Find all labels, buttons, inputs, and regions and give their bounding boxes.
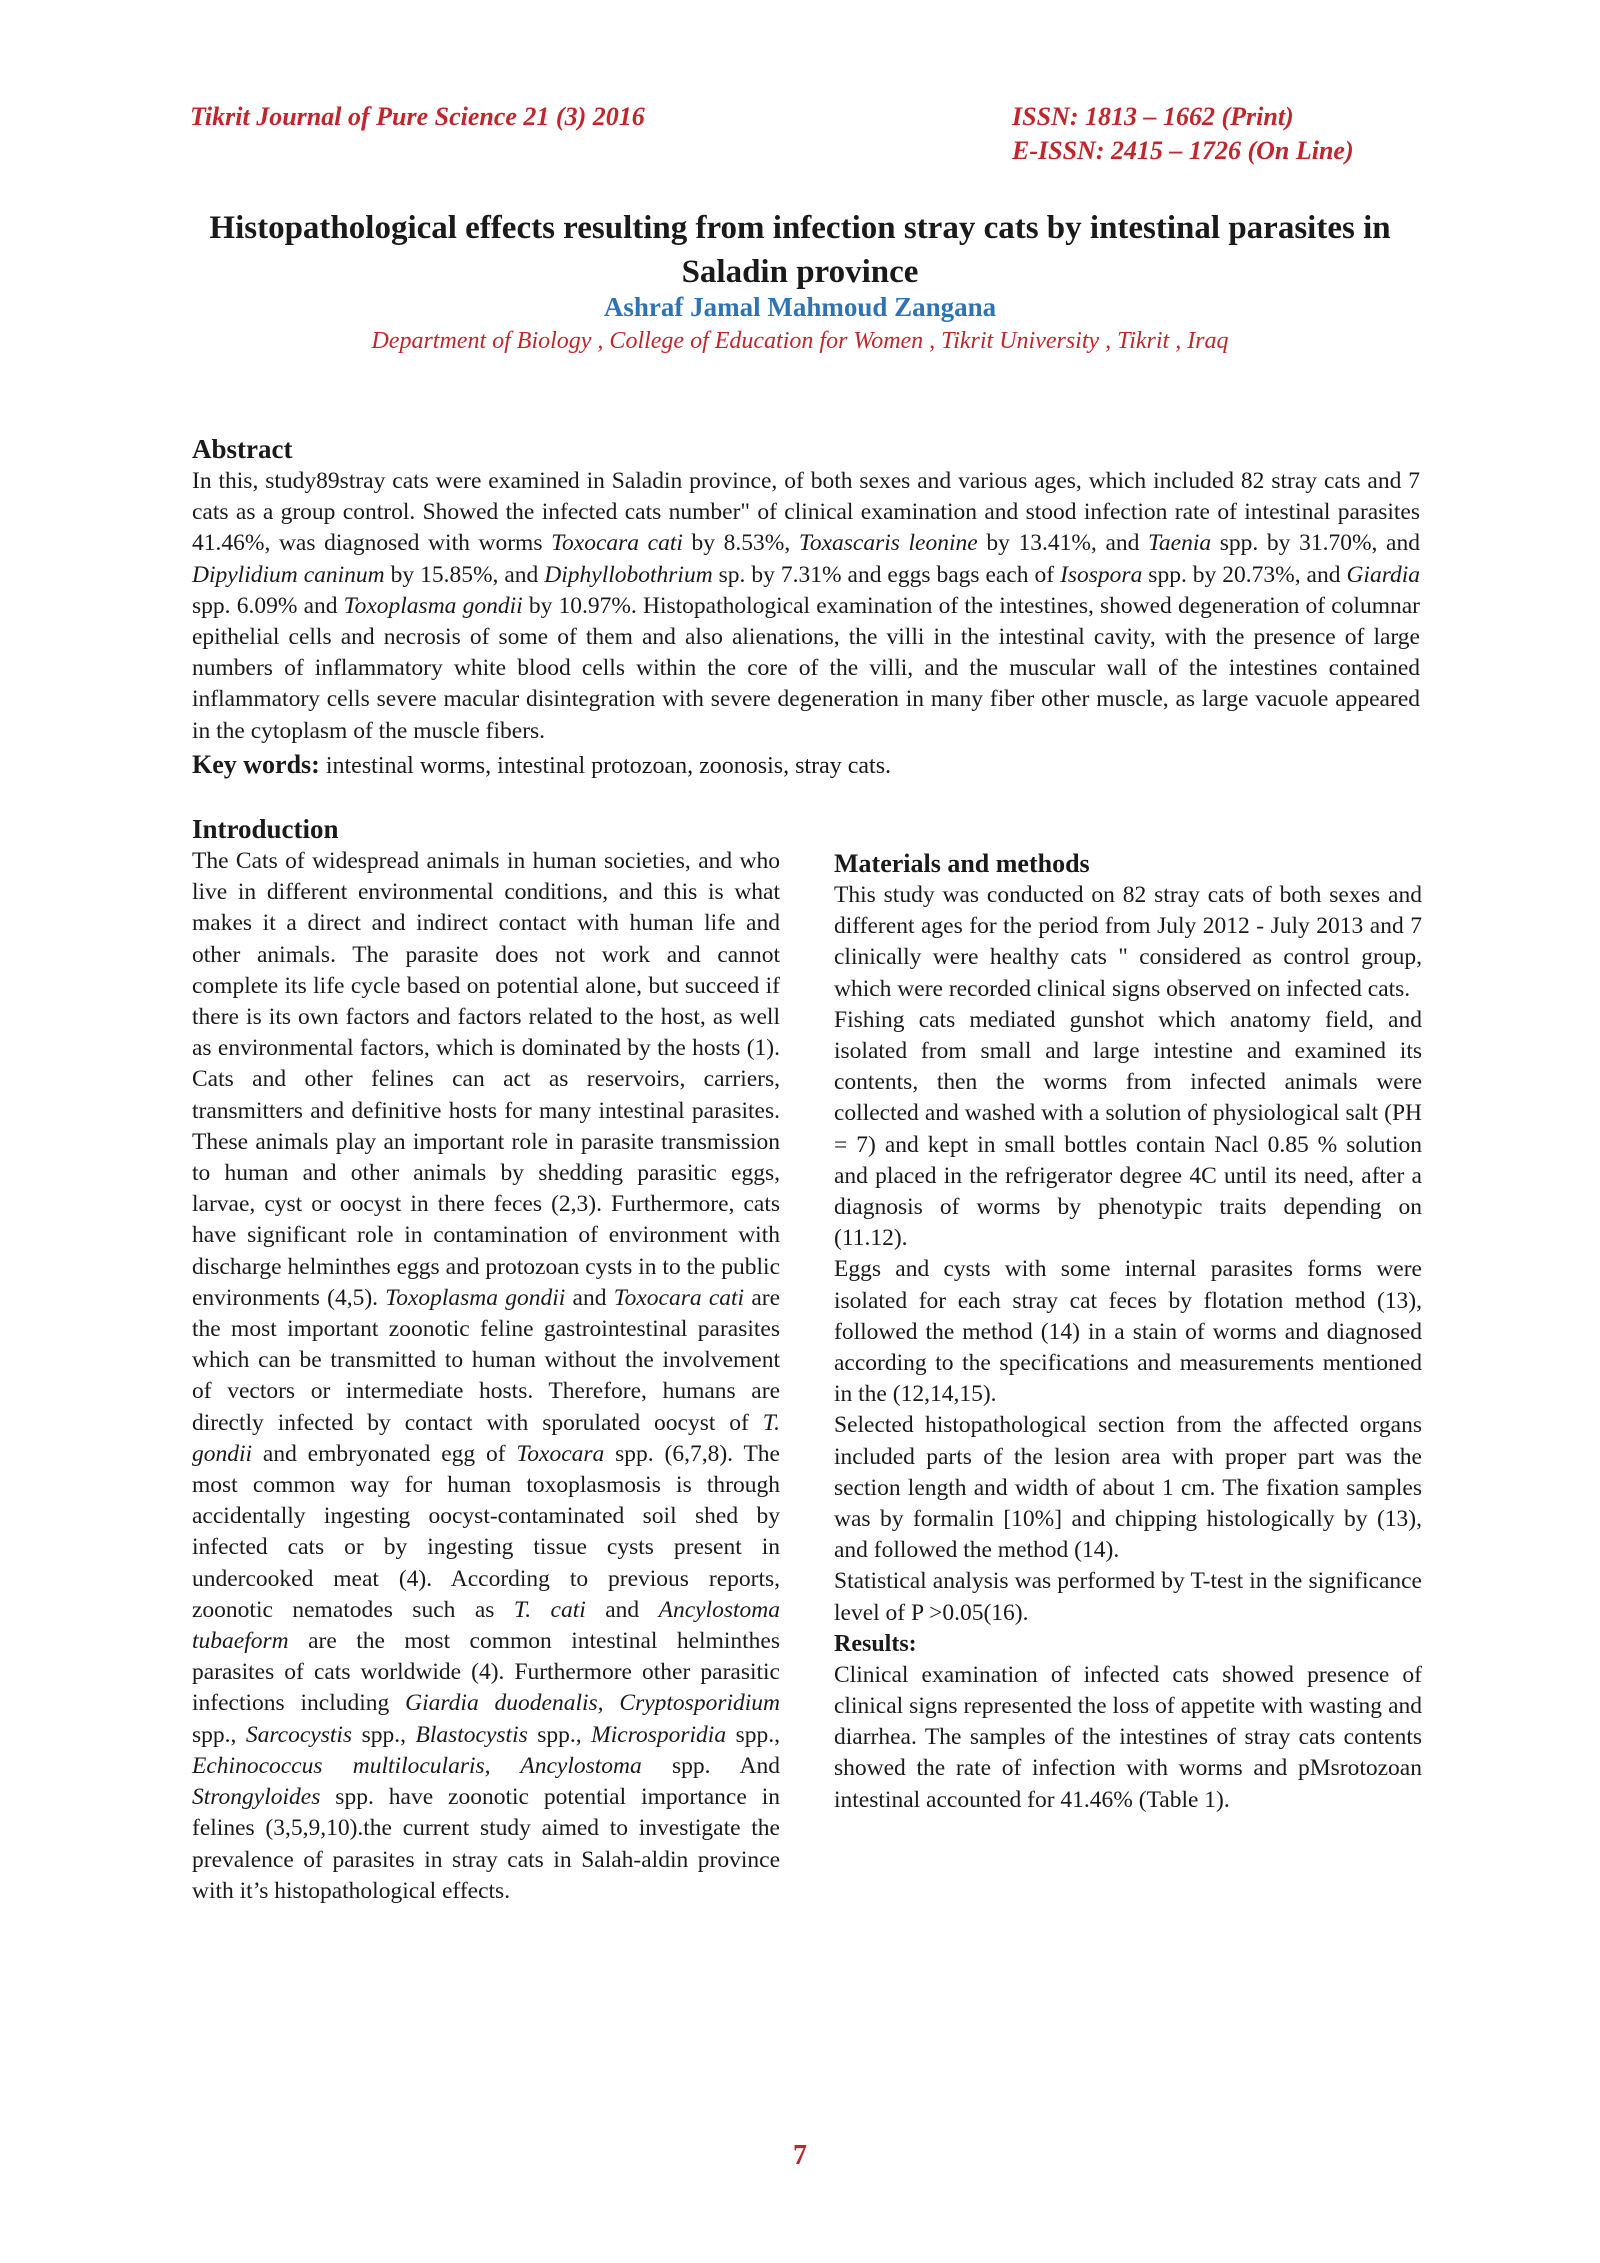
keywords-text: intestinal worms, intestinal protozoan, zoonosis, stray cats.	[319, 752, 892, 779]
author-affiliation: Department of Biology , College of Education for Women , Tikrit University , Tikrit , Iraq	[371, 328, 1229, 354]
results-heading: Results:	[834, 1630, 917, 1657]
methods-heading: Materials and methods	[834, 849, 1090, 878]
methods-paragraph-3: Eggs and cysts with some internal parasites forms were isolated for each stray cat feces by flotation method (13), followed the method (14) in a stain of worms and diagnosed according to the specifications and measurements mentioned in the (12,14,15).	[834, 1256, 1422, 1408]
methods-paragraph-5: Statistical analysis was performed by T-test in the significance level of P >0.05(16).	[834, 1568, 1422, 1626]
introduction-text: The Cats of widespread animals in human societies, and who live in different environmental conditions, and this is what makes it a direct and indirect contact with human life and other animals. The parasite does not work and cannot complete its life cycle based on potential alone, but succeed if there is its own factors and factors related to the host, as well as environmental factors, which is dominated by the hosts (1). Cats and other felines can act as reservoirs, carriers, transmitters and definitive hosts for many intestinal parasites. These animals play an important role in parasite transmission to human and other animals by shedding parasitic eggs, larvae, cyst or oocyst in there feces (2,3). Furthermore, cats have significant role in contamination of environment with discharge helminthes eggs and protozoan cysts in to the public environments (4,5). Toxoplasma gondii and Toxocara cati are the most important zoonotic feline gastrointestinal parasites which can be transmitted to human without the involvement of vectors or intermediate hosts. Therefore, humans are directly infected by contact with sporulated oocyst of T. gondii and embryonated egg of Toxocara spp. (6,7,8). The most common way for human toxoplasmosis is through accidentally ingesting oocyst-contaminated soil shed by infected cats or by ingesting tissue cysts present in undercooked meat (4). According to previous reports, zoonotic nematodes such as T. cati and Ancylostoma tubaeform are the most common intestinal helminthes parasites of cats worldwide (4). Furthermore other parasitic infections including Giardia duodenalis, Cryptosporidium spp., Sarcocystis spp., Blastocystis spp., Microsporidia spp., Echinococcus multilocularis, Ancylostoma spp. And Strongyloides spp. have zoonotic potential importance in felines (3,5,9,10).the current study aimed to investigate the prevalence of parasites in stray cats in Salah-aldin province with it’s histopathological effects.	[192, 848, 781, 1904]
journal-title: Tikrit Journal of Pure Science 21 (3) 2016	[190, 102, 645, 131]
abstract-heading: Abstract	[192, 434, 293, 464]
introduction-column	[192, 846, 780, 1907]
methods-results-column	[834, 848, 1422, 1816]
paper-title: Histopathological effects resulting from infection stray cats by intestinal parasites in Saladin province	[209, 210, 1391, 290]
keywords-label: Key words:	[192, 749, 320, 779]
page-number: 7	[793, 2140, 807, 2171]
methods-paragraph-1: This study was conducted on 82 stray cats of both sexes and different ages for the period from July 2012 - July 2013 and 7 clinically were healthy cats " considered as control group, which were recorded clinical signs observed on infected cats.	[834, 882, 1422, 1002]
abstract-text: In this, study89stray cats were examined in Saladin province, of both sexes and various ages, which included 82 stray cats and 7 cats as a group control. Showed the infected cats number" of clinical examination and stood infection rate of intestinal parasites 41.46%, was diagnosed with worms Toxocara cati by 8.53%, Toxascaris leonine by 13.41%, and Taenia spp. by 31.70%, and Dipylidium caninum by 15.85%, and Diphyllobothrium sp. by 7.31% and eggs bags each of Isospora spp. by 20.73%, and Giardia spp. 6.09% and Toxoplasma gondii by 10.97%. Histopathological examination of the intestines, showed degeneration of columnar epithelial cells and necrosis of some of them and also alienations, the villi in the intestinal cavity, with the presence of large numbers of inflammatory white blood cells within the core of the villi, and the muscular wall of the intestines contained inflammatory cells severe macular disintegration with severe degeneration in many fiber other muscle, as large vacuole appeared in the cytoplasm of the muscle fibers.	[192, 468, 1420, 744]
keywords-line	[192, 749, 1420, 782]
issn-online: E-ISSN: 2415 – 1726 (On Line)	[1012, 136, 1354, 165]
issn-block	[1012, 100, 1354, 168]
introduction-heading: Introduction	[192, 814, 339, 844]
author-name: Ashraf Jamal Mahmoud Zangana	[603, 292, 997, 322]
methods-paragraph-2: Fishing cats mediated gunshot which anatomy field, and isolated from small and large intestine and examined its contents, then the worms from infected animals were collected and washed with a solution of physiological salt (PH = 7) and kept in small bottles contain Nacl 0.85 % solution and placed in the refrigerator degree 4C until its need, after a diagnosis of worms by phenotypic traits depending on (11.12).	[834, 1006, 1422, 1252]
results-paragraph-1: Clinical examination of infected cats showed presence of clinical signs represented the loss of appetite with wasting and diarrhea. The samples of the intestines of stray cats contents showed the rate of infection with worms and pMsrotozoan intestinal accounted for 41.46% (Table 1).	[834, 1661, 1422, 1813]
methods-paragraph-4: Selected histopathological section from the affected organs included parts of the lesion area with proper part was the section length and width of about 1 cm. The fixation samples was by formalin [10%] and chipping histologically by (13), and followed the method (14).	[834, 1412, 1422, 1564]
abstract-section	[192, 432, 1420, 782]
issn-print: ISSN: 1813 – 1662 (Print)	[1012, 102, 1294, 131]
